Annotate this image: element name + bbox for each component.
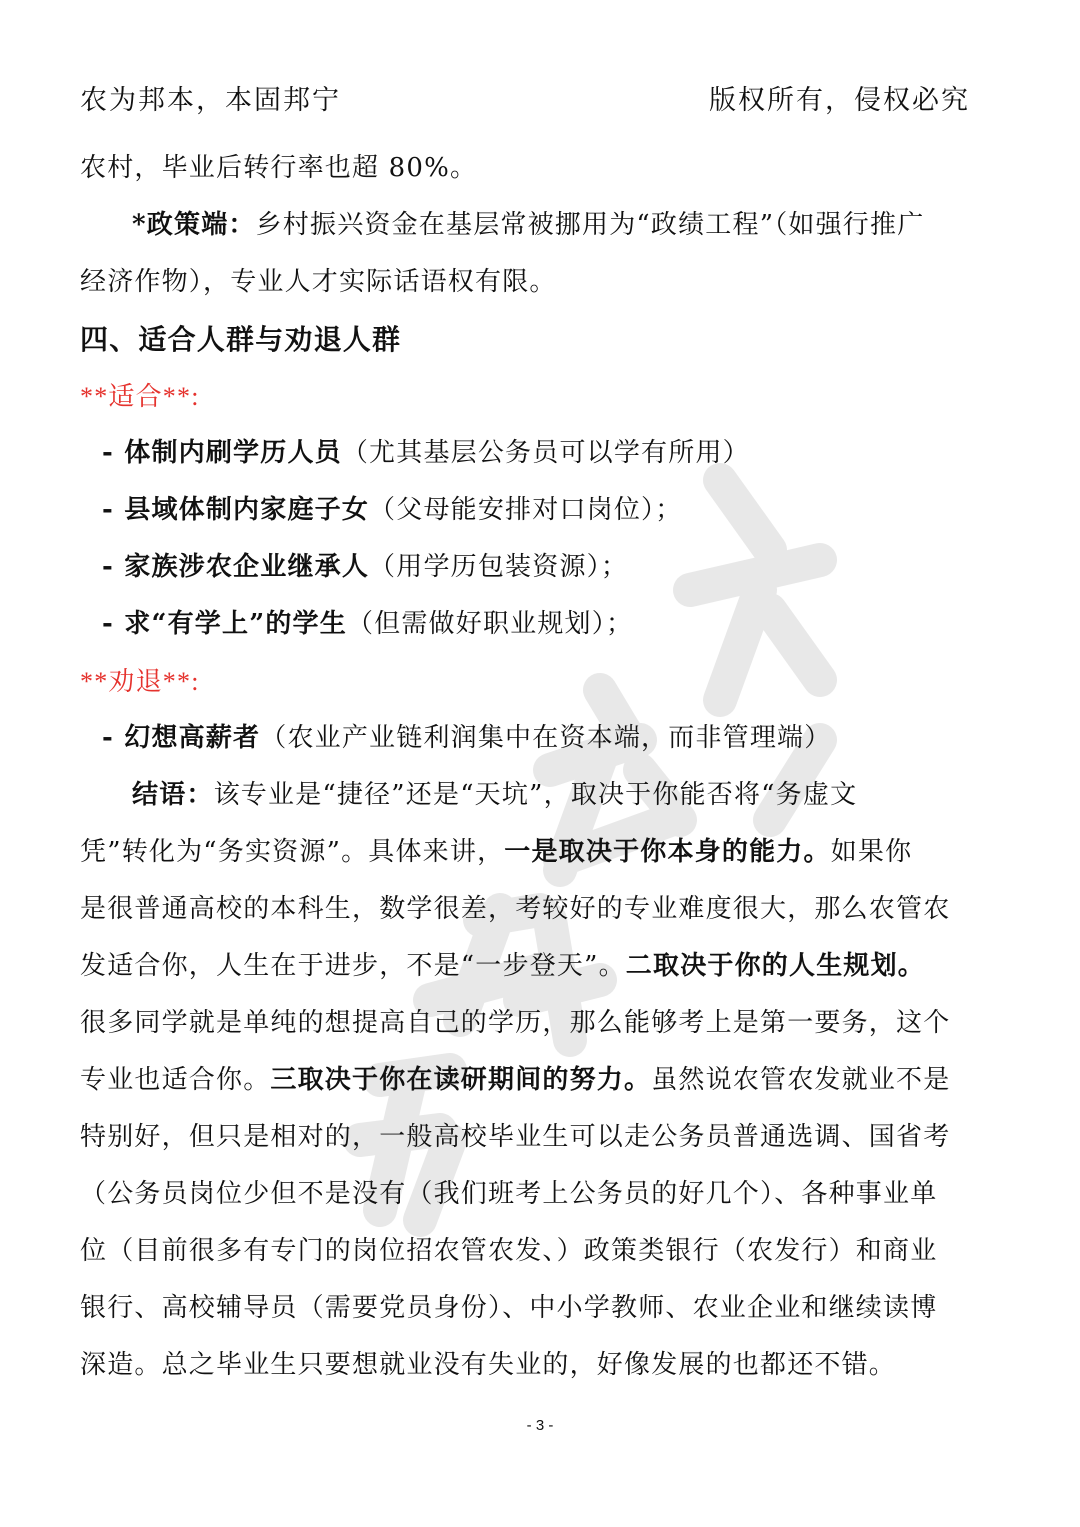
conclusion-line: 是很普通高校的本科生，数学很差，考较好的专业难度很大，那么农管农	[80, 894, 951, 924]
policy-text-1: 乡村振兴资金在基层常被挪用为“政绩工程”（如强行推广	[255, 210, 925, 240]
list-item	[80, 425, 1005, 482]
conclusion-text: 虽然说农管农发就业不是	[651, 1065, 951, 1095]
header-left-text: 农为邦本，本固邦宁	[80, 85, 341, 116]
policy-label: *政策端：	[132, 210, 256, 240]
list-item-text: （农业产业链利润集中在资本端，而非管理端）	[260, 723, 832, 753]
conclusion-line	[80, 767, 1005, 824]
conclusion-line: （公务员岗位少但不是没有（我们班考上公务员的好几个）、各种事业单	[80, 1179, 938, 1209]
conclusion-text: 凭”转化为“务实资源”。具体来讲，	[80, 837, 505, 867]
paragraph-line: 农村，毕业后转行率也超 80%。	[80, 153, 478, 183]
conclusion-text: 该专业是“捷径”还是“天坑”，取决于你能否将“务虚文	[213, 780, 858, 810]
conclusion-line: 位（目前很多有专门的岗位招农管农发、）政策类银行（农发行）和商业	[80, 1236, 938, 1266]
suitable-label: **适合**:	[80, 382, 200, 411]
conclusion-line	[80, 824, 1005, 881]
list-item-text: （尤其基层公务员可以学有所用）	[341, 438, 750, 468]
document-body	[80, 140, 1005, 1394]
conclusion-bold: 二取决于你的人生规划。	[625, 951, 925, 981]
conclusion-line	[80, 1052, 1005, 1109]
conclusion-text: 如果你	[830, 837, 913, 867]
list-item-text: （用学历包装资源）；	[369, 552, 629, 582]
conclusion-line: 深造。总之毕业生只要想就业没有失业的，好像发展的也都还不错。	[80, 1350, 897, 1380]
conclusion-line: 银行、高校辅导员（需要党员身份）、中小学教师、农业企业和继续读博	[80, 1293, 938, 1323]
conclusion-text: 专业也适合你。	[80, 1065, 271, 1095]
list-item	[80, 710, 1005, 767]
conclusion-label: 结语：	[132, 780, 214, 810]
list-item-text: （但需做好职业规划）；	[346, 609, 634, 639]
header-right-text: 版权所有，侵权必究	[709, 85, 970, 116]
conclusion-line	[80, 938, 1005, 995]
list-item-bold: - 幻想高薪者	[102, 723, 261, 753]
list-item-bold: - 县域体制内家庭子女	[102, 495, 370, 525]
discourage-label: **劝退**:	[80, 667, 200, 696]
conclusion-line: 很多同学就是单纯的想提高自己的学历，那么能够考上是第一要务，这个	[80, 1008, 951, 1038]
page-number: - 3 -	[526, 1417, 554, 1434]
list-item	[80, 596, 1005, 653]
conclusion-bold: 三取决于你在读研期间的努力。	[270, 1065, 652, 1095]
policy-line-1	[80, 197, 1005, 254]
list-item	[80, 482, 1005, 539]
page-header	[80, 78, 1000, 122]
list-item-bold: - 家族涉农企业继承人	[102, 552, 370, 582]
conclusion-bold: 一是取决于你本身的能力。	[504, 837, 831, 867]
list-item	[80, 539, 1005, 596]
policy-line-2: 经济作物），专业人才实际话语权有限。	[80, 267, 557, 297]
list-item-bold: - 求“有学上”的学生	[102, 609, 347, 639]
list-item-bold: - 体制内刷学历人员	[102, 438, 342, 468]
conclusion-line: 特别好，但只是相对的，一般高校毕业生可以走公务员普通选调、国省考	[80, 1122, 951, 1152]
section-heading: 四、适合人群与劝退人群	[80, 323, 402, 356]
conclusion-text: 发适合你，人生在于进步，不是“一步登天”。	[80, 951, 626, 981]
list-item-text: （父母能安排对口岗位）；	[369, 495, 683, 525]
